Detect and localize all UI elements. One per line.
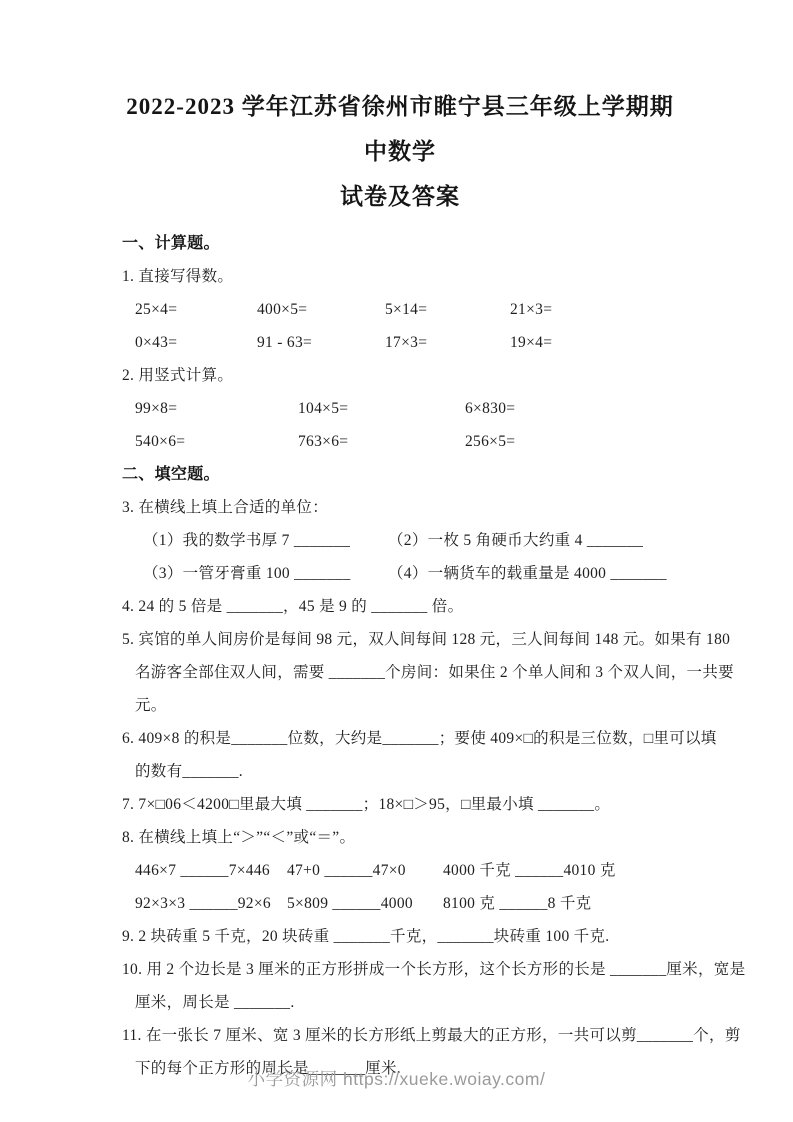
page-footer: 小学资源网 https://xueke.woiay.com/ bbox=[247, 1069, 546, 1089]
question-3-label: 3. 在横线上填上合适的单位： bbox=[122, 499, 329, 516]
question-8-row-2 bbox=[122, 887, 678, 920]
question-11-line-2: 下的每个正方形的周长是_______厘米. bbox=[135, 1060, 401, 1077]
compare-item: 446×7 ______7×446 bbox=[135, 862, 270, 879]
question-10-line-1: 10. 用 2 个边长是 3 厘米的正方形拼成一个长方形，这个长方形的长是 _______厘米，宽是 bbox=[122, 961, 746, 978]
calc-expression: 19×4= bbox=[510, 334, 553, 351]
question-6-line-2: 的数有_______. bbox=[135, 763, 243, 780]
calc-expression: 21×3= bbox=[510, 301, 553, 318]
fill-blank-item: （4）一辆货车的载重量是 4000 _______ bbox=[388, 565, 667, 582]
question-6-line-1: 6. 409×8 的积是_______位数，大约是_______；要使 409×□的积是三位数，□里可以填 bbox=[122, 730, 717, 747]
question-9: 9. 2 块砖重 5 千克，20 块砖重 _______千克，_______块砖重 100 千克. bbox=[122, 928, 610, 945]
calc-expression: 763×6= bbox=[298, 433, 349, 450]
compare-item: 8100 克 ______8 千克 bbox=[443, 895, 592, 912]
calc-expression: 6×830= bbox=[465, 400, 516, 417]
calc-expression: 25×4= bbox=[135, 301, 178, 318]
title-line-1: 2022-2023 学年江苏省徐州市睢宁县三年级上学期期中数学 bbox=[126, 94, 674, 164]
question-1-row-1 bbox=[122, 293, 678, 326]
calc-expression: 5×14= bbox=[385, 301, 428, 318]
compare-item: 4000 千克 ______4010 克 bbox=[443, 862, 616, 879]
question-4: 4. 24 的 5 倍是 _______，45 是 9 的 _______ 倍。 bbox=[122, 598, 464, 615]
compare-item: 92×3×3 ______92×6 bbox=[135, 895, 271, 912]
question-11-line-1: 11. 在一张长 7 厘米、宽 3 厘米的长方形纸上剪最大的正方形，一共可以剪_______个，剪 bbox=[122, 1027, 741, 1044]
calc-expression: 17×3= bbox=[385, 334, 428, 351]
calc-expression: 99×8= bbox=[135, 400, 178, 417]
calc-expression: 0×43= bbox=[135, 334, 178, 351]
calc-expression: 91 - 63= bbox=[257, 334, 313, 351]
fill-blank-item: （1）我的数学书厚 7 _______ bbox=[143, 532, 351, 549]
question-1-label: 1. 直接写得数。 bbox=[122, 268, 234, 285]
section-1-heading: 一、计算题。 bbox=[122, 235, 220, 252]
calc-expression: 540×6= bbox=[135, 433, 186, 450]
question-7: 7. 7×□06＜4200□里最大填 _______；18×□＞95，□里最小填 _______。 bbox=[122, 796, 611, 813]
fill-blank-item: （2）一枚 5 角硬币大约重 4 _______ bbox=[388, 532, 644, 549]
question-8-row-1 bbox=[122, 854, 678, 887]
exam-content bbox=[122, 0, 746, 1085]
question-3-row-2 bbox=[122, 557, 678, 590]
question-8-label: 8. 在横线上填上“＞”“＜”或“＝”。 bbox=[122, 829, 356, 846]
calc-expression: 256×5= bbox=[465, 433, 516, 450]
document-title bbox=[122, 84, 678, 219]
question-1-row-2 bbox=[122, 326, 678, 359]
fill-blank-item: （3）一管牙膏重 100 _______ bbox=[143, 565, 351, 582]
question-10-line-2: 厘米，周长是 _______. bbox=[135, 994, 295, 1011]
question-3-row-1 bbox=[122, 524, 678, 557]
title-line-2: 试卷及答案 bbox=[340, 184, 460, 209]
calc-expression: 104×5= bbox=[298, 400, 349, 417]
calc-expression: 400×5= bbox=[257, 301, 308, 318]
question-5-line-3: 元。 bbox=[135, 697, 167, 714]
question-2-row-2 bbox=[122, 425, 678, 458]
question-5-line-2: 名游客全部住双人间，需要 _______个房间：如果住 2 个单人间和 3 个双人间，一共要 bbox=[135, 664, 734, 681]
compare-item: 5×809 ______4000 bbox=[287, 895, 413, 912]
question-5-line-1: 5. 宾馆的单人间房价是每间 98 元，双人间每间 128 元，三人间每间 148 元。如果有 180 bbox=[122, 631, 731, 648]
compare-item: 47+0 ______47×0 bbox=[287, 862, 406, 879]
question-2-label: 2. 用竖式计算。 bbox=[122, 367, 234, 384]
question-2-row-1 bbox=[122, 392, 678, 425]
section-2-heading: 二、填空题。 bbox=[122, 466, 220, 483]
